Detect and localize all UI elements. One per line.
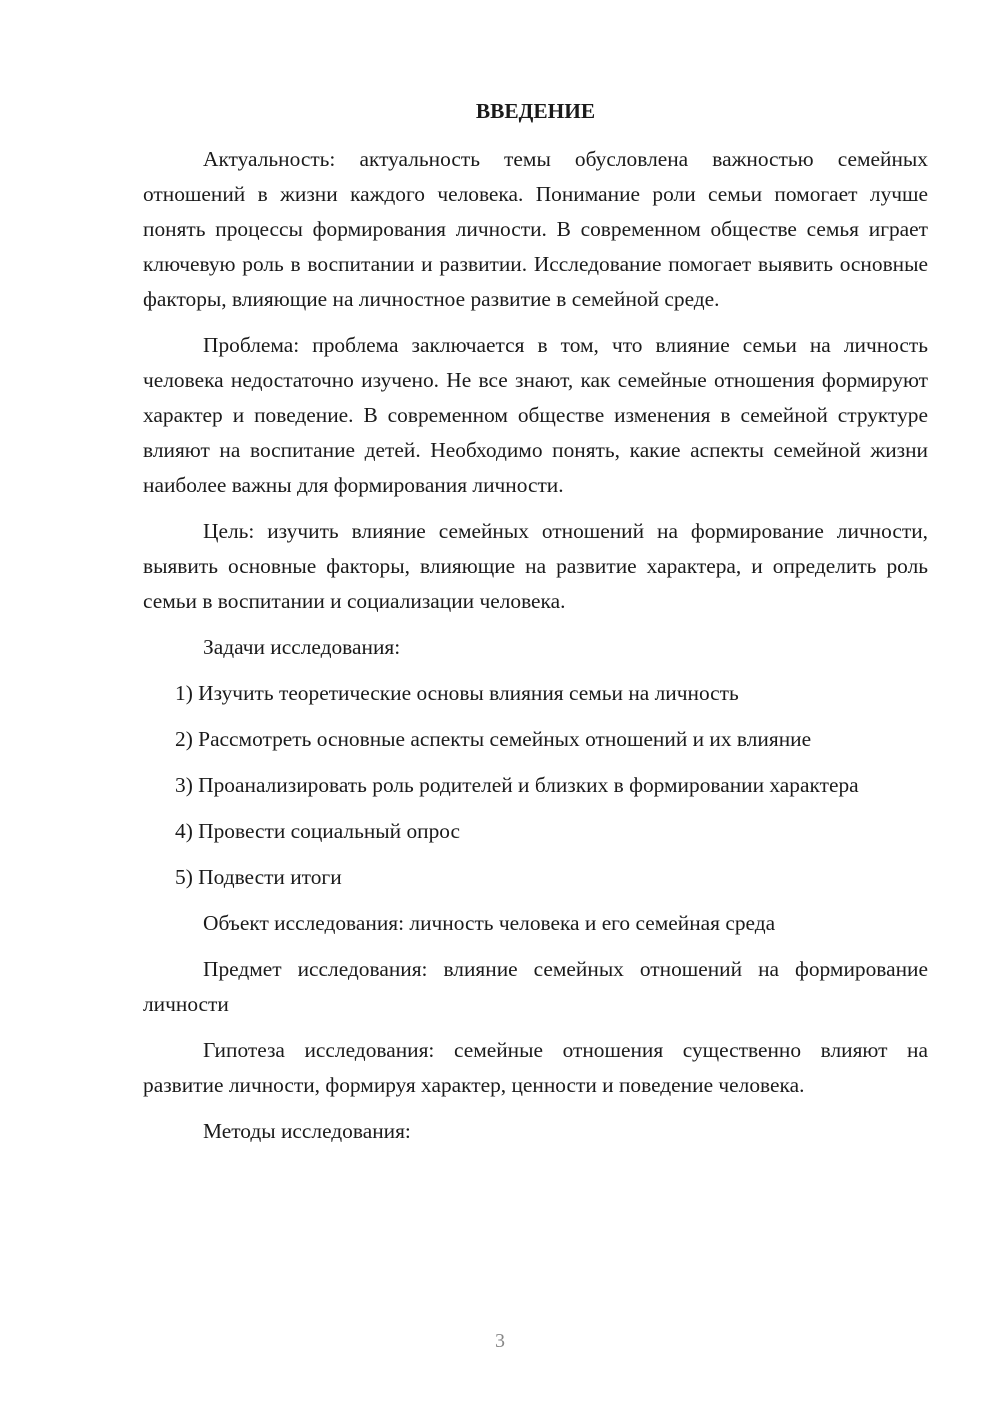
- task-item: 5) Подвести итоги: [175, 865, 342, 889]
- relevance-paragraph: Актуальность: актуальность темы обусловлена важностью семейных отношений в жизни каждого человека. Понимание роли семьи помогает лучше понять процессы формирования личности. В современном обществе семья играет ключевую роль в воспитании и развитии. Исследование помогает выявить основные факторы, влияющие на личностное развитие в семейной среде.: [143, 147, 928, 311]
- hypothesis-paragraph: Гипотеза исследования: семейные отношения существенно влияют на развитие личности, формируя характер, ценности и поведение человека.: [143, 1038, 928, 1097]
- task-item: 2) Рассмотреть основные аспекты семейных отношений и их влияние: [175, 727, 812, 751]
- task-item: 3) Проанализировать роль родителей и близких в формировании характера: [175, 773, 859, 797]
- tasks-label: Задачи исследования:: [203, 635, 401, 659]
- object-paragraph: Объект исследования: личность человека и его семейная среда: [203, 911, 776, 935]
- page-content: [143, 94, 928, 1160]
- methods-label: Методы исследования:: [203, 1119, 411, 1143]
- subject-paragraph: Предмет исследования: влияние семейных отношений на формирование личности: [143, 957, 928, 1016]
- task-item: 4) Провести социальный опрос: [175, 819, 461, 843]
- page-number: 3: [495, 1330, 505, 1352]
- task-item: 1) Изучить теоретические основы влияния семьи на личность: [175, 681, 739, 705]
- section-heading: ВВЕДЕНИЕ: [475, 99, 596, 123]
- goal-paragraph: Цель: изучить влияние семейных отношений на формирование личности, выявить основные факторы, влияющие на развитие характера, и определить роль семьи в воспитании и социализации человека.: [143, 519, 928, 613]
- problem-paragraph: Проблема: проблема заключается в том, что влияние семьи на личность человека недостаточно изучено. Не все знают, как семейные отношения формируют характер и поведение. В современном обществе изменения в семейной структуре влияют на воспитание детей. Необходимо понять, какие аспекты семейной жизни наиболее важны для формирования личности.: [143, 333, 928, 497]
